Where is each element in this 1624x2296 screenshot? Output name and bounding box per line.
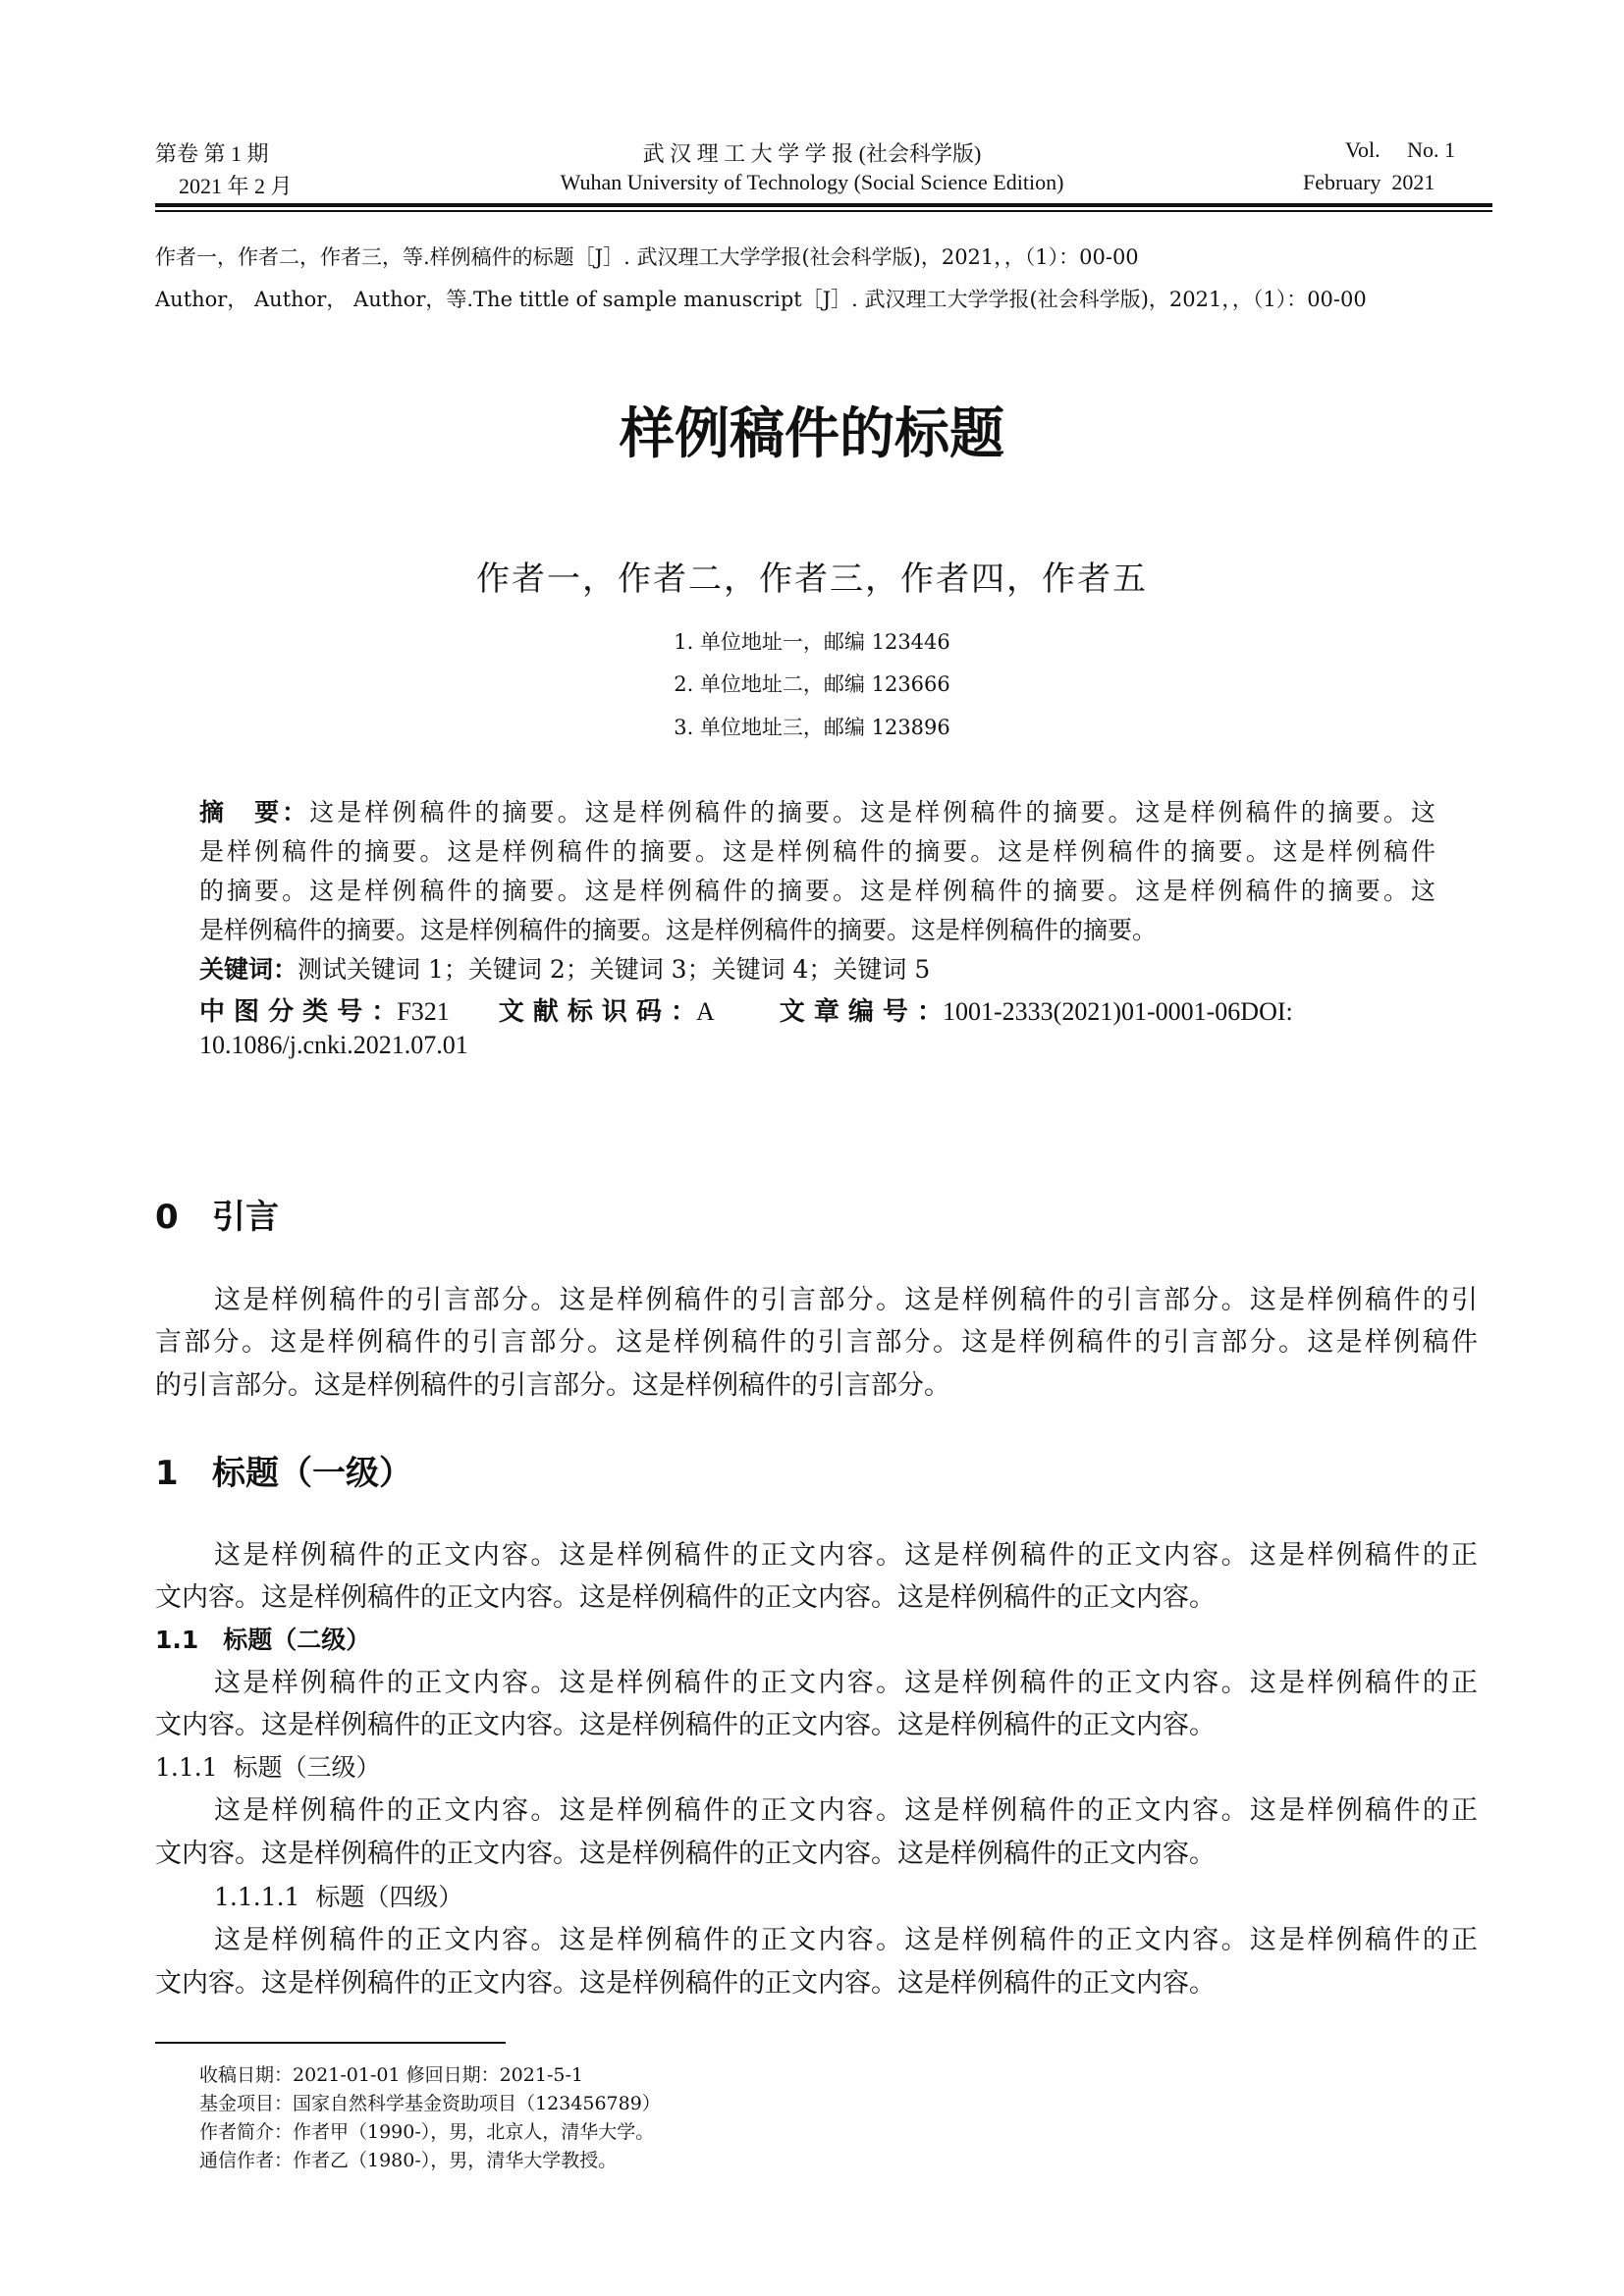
classification: 中 图 分 类 号 ：F321 文 献 标 识 码 ：A 文 章 编 号 ：1001-2333(2021)01-0001-06DOI: <box>199 997 1293 1027</box>
abstract-line: 是样例稿件的摘要。这是样例稿件的摘要。这是样例稿件的摘要。这是样例稿件的摘要。 <box>199 916 1158 944</box>
body-line: 的引言部分。这是样例稿件的引言部分。这是样例稿件的引言部分。 <box>155 1370 950 1401</box>
author-list: 作者一，作者二，作者三，作者四，作者五 <box>476 560 1148 599</box>
paper-title: 样例稿件的标题 <box>620 402 1004 466</box>
body-line: 这是样例稿件的引言部分。这是样例稿件的引言部分。这是样例稿件的引言部分。这是样例稿件的引 <box>214 1285 1478 1315</box>
footnote-funding: 基金项目：国家自然科学基金资助项目（123456789） <box>199 2093 661 2114</box>
body-line: 文内容。这是样例稿件的正文内容。这是样例稿件的正文内容。这是样例稿件的正文内容。 <box>155 1582 1216 1613</box>
body-line: 这是样例稿件的正文内容。这是样例稿件的正文内容。这是样例稿件的正文内容。这是样例稿件的正 <box>214 1668 1478 1698</box>
footnote-rule <box>155 2042 506 2044</box>
journal-name-en: Wuhan University of Technology (Social Science Edition) <box>560 170 1064 194</box>
header-rule <box>155 203 1492 207</box>
section-heading: 0 引言 <box>155 1198 279 1237</box>
subsection-heading: 1.1 标题（二级） <box>155 1626 371 1654</box>
keywords <box>199 950 930 986</box>
abstract-line: 是样例稿件的摘要。这是样例稿件的摘要。这是样例稿件的摘要。这是样例稿件的摘要。这是样例稿件 <box>199 837 1435 866</box>
abstract-line: 的摘要。这是样例稿件的摘要。这是样例稿件的摘要。这是样例稿件的摘要。这是样例稿件的摘要。这 <box>199 877 1435 905</box>
body-line: 文内容。这是样例稿件的正文内容。这是样例稿件的正文内容。这是样例稿件的正文内容。 <box>155 1839 1216 1869</box>
abstract-label: 摘 要： <box>199 798 310 827</box>
body-line: 文内容。这是样例稿件的正文内容。这是样例稿件的正文内容。这是样例稿件的正文内容。 <box>155 1968 1216 1999</box>
body-line: 这是样例稿件的正文内容。这是样例稿件的正文内容。这是样例稿件的正文内容。这是样例稿件的正 <box>214 1795 1478 1826</box>
subsubsection-heading: 1.1.1 标题（三级） <box>155 1753 381 1782</box>
footnote-author-bio: 作者简介：作者甲（1990-），男，北京人，清华大学。 <box>199 2121 655 2143</box>
keywords-value: 测试关键词 1；关键词 2；关键词 3；关键词 4；关键词 5 <box>298 955 931 984</box>
keywords-label: 关键词： <box>199 955 298 984</box>
body-line: 这是样例稿件的正文内容。这是样例稿件的正文内容。这是样例稿件的正文内容。这是样例稿件的正 <box>214 1925 1478 1955</box>
affiliation: 2. 单位地址二，邮编 123666 <box>674 672 950 696</box>
issue-date-cn: 2021 年 2 月 <box>179 174 293 198</box>
footnote-dates: 收稿日期：2021-01-01 修回日期：2021-5-1 <box>199 2064 583 2086</box>
body-line: 言部分。这是样例稿件的引言部分。这是样例稿件的引言部分。这是样例稿件的引言部分。这是样例稿件 <box>155 1327 1478 1358</box>
citation-cn: 作者一，作者二，作者三，等.样例稿件的标题［J］. 武汉理工大学学报(社会科学版)，2021，，（1）：00-00 <box>155 245 1139 269</box>
doi: 10.1086/j.cnki.2021.07.01 <box>199 1031 468 1059</box>
section-heading: 1 标题（一级） <box>155 1454 412 1493</box>
body-line: 这是样例稿件的正文内容。这是样例稿件的正文内容。这是样例稿件的正文内容。这是样例稿件的正 <box>214 1540 1478 1571</box>
affiliation: 1. 单位地址一，邮编 123446 <box>674 630 950 654</box>
volume-issue: 第卷 第 1 期 <box>155 141 269 166</box>
issue-date-en: February 2021 <box>1303 170 1435 194</box>
journal-name-cn: 武 汉 理 工 大 学 学 报 (社会科学版) <box>642 141 982 166</box>
affiliation: 3. 单位地址三，邮编 123896 <box>674 716 950 739</box>
abstract-line: 摘 要：这是样例稿件的摘要。这是样例稿件的摘要。这是样例稿件的摘要。这是样例稿件的摘要。这 <box>199 798 1435 827</box>
level4-heading: 1.1.1.1 标题（四级） <box>214 1883 463 1911</box>
body-line: 文内容。这是样例稿件的正文内容。这是样例稿件的正文内容。这是样例稿件的正文内容。 <box>155 1710 1216 1740</box>
volume-issue-en: Vol. No. 1 <box>1345 137 1456 162</box>
footnote-corresponding: 通信作者：作者乙（1980-），男，清华大学教授。 <box>199 2150 618 2171</box>
citation-en: Author， Author， Author，等.The tittle of sample manuscript［J］. 武汉理工大学学报(社会科学版)，2021，，（1）：00-00 <box>155 288 1367 311</box>
header-rule-thin <box>155 210 1492 212</box>
